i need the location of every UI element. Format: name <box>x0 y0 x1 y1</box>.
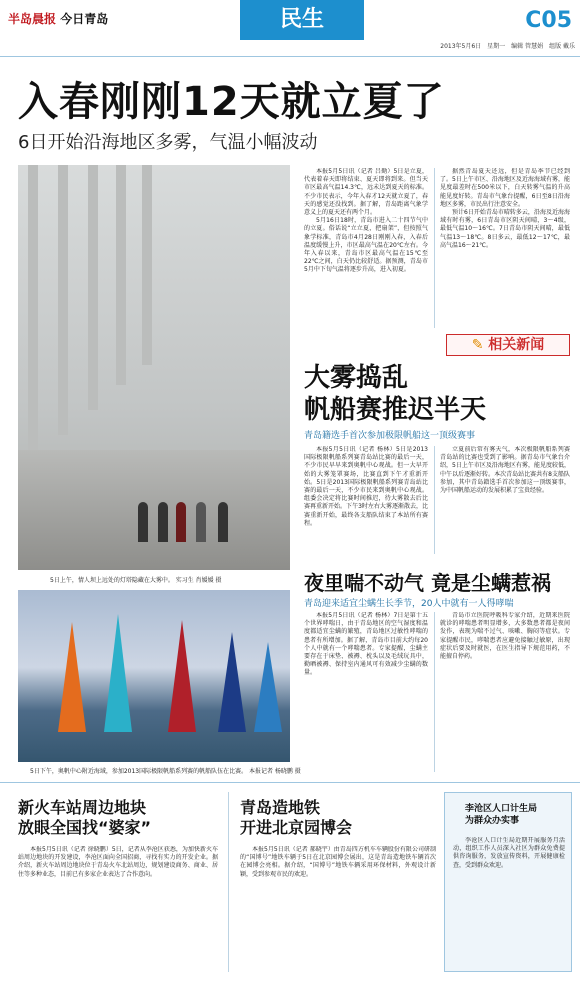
page-number: C05 <box>525 8 572 33</box>
masthead <box>0 0 580 40</box>
sailing-photo <box>18 590 290 762</box>
fog-photo <box>18 165 290 570</box>
story3-subhead: 青岛迎来适宜尘螨生长季节，20人中就有一人得哮喘 <box>304 599 514 609</box>
bottom-story2-headline: 青岛造地铁 开进北京园博会 <box>240 798 353 837</box>
story3-headline: 夜里喘不动气 竟是尘螨惹祸 <box>304 571 551 595</box>
bottom-story1-body: 本报5月5日讯（记者 徐晓鹏）5日，记者从李沧区获悉，为加快新火车站周边地块的开发建设，李沧区面向全国招商，寻找有实力的开发企业。据介绍，新火车站周边地块位于青岛火车北站周边，规划建设商务、商业、居住等多种业态，目前已有多家企业表达了合作意向。 <box>18 846 218 878</box>
main-headline: 入春刚刚12天就立夏了 <box>18 79 445 125</box>
story3-body-col2: 青岛市立医院呼吸科专家介绍，近期来医院就诊的哮喘患者明显增多，大多数患者都是夜间发作，表现为喘不过气、咳嗽、胸闷等症状。专家提醒市民，哮喘患者应避免接触过敏原，出现症状后要及时就医，在医生指导下规范用药，不能擅自停药。 <box>440 612 570 661</box>
related-news-badge: ✎ 相关新闻 <box>446 334 570 356</box>
bottom-story1-headline: 新火车站周边地块 放眼全国找“婆家” <box>18 798 152 837</box>
story2-subhead: 青岛籍选手首次参加极限帆船这一顶级赛事 <box>304 431 476 441</box>
section-title: 民生 <box>240 0 364 40</box>
sidebar-box <box>444 792 572 972</box>
issue-meta: 2013年5月6日 星期一 编辑 管慧娟 组版 戴乐 <box>440 43 575 50</box>
story2-body-col2: 立夏前后常有雾天气，本次极限帆船系列赛青岛站的比赛也受到了影响。据青岛市气象台介绍，5日上午市区及沿海地区有雾，能见度较低，中午以后逐渐好转。本次青岛站比赛共有8支船队参加，其中青岛籍选手首次参加这一顶级赛事，为中国帆船运动的发展积累了宝贵经验。 <box>440 446 570 495</box>
sidebar-title: 李沧区人口计生局 为群众办实事 <box>465 804 538 826</box>
newspaper-logo[interactable]: 半岛晨报 今日青岛 <box>8 12 109 26</box>
sidebar-body: 李沧区人口计生局近期开展服务月活动，组织工作人员深入社区为群众免费提供咨询服务，发放宣传资料，开展健康检查，受到群众欢迎。 <box>453 837 565 869</box>
divider <box>0 782 580 783</box>
main-body-col1: 本报5月5日讯（记者 吕勤）5日是立夏，代表着春天即将结束、夏天即将到来。但当天市区最高气温14.3℃，远未达到夏天的标准。不少市民表示，今年入春才12天就立夏了，春天的感觉还没找到。据了解，青岛距离气象学意义上的夏天还有两个月。 5月16日18时，青岛市进入二十四节气中的立夏。俗话说“立立夏，把扇架”，但按照气象学标准，青岛市4月28日刚刚入春，入春后温度缓慢上升，市区最高气温在20℃左右。今年入春以来，青岛市区最高气温在15℃至22℃之间，白天仍比较舒适。据预测，青岛市5月中下旬气温将逐步升高，进入初夏。 <box>304 168 428 274</box>
story3-body-col1: 本报5月5日讯（记者 杨林）7日是第十五个世界哮喘日，由于青岛地区的空气湿度和温度都适宜尘螨的繁殖，青岛地区过敏性哮喘的患者有所增加。据了解，青岛市目前大约每20个人中就有一个哮喘患者。专家提醒，尘螨主要存在于床垫、被褥、枕头以及毛绒玩具中，勤晒被褥、保持室内通风可有效减少尘螨的数量。 <box>304 612 428 677</box>
check-icon: ✎ <box>471 337 484 353</box>
photo1-caption: 5日上午，情人坝上远处的灯塔隐藏在大雾中。 实习生 肖媛媛 摄 <box>50 577 222 584</box>
photo2-caption: 5日下午，奥帆中心附近海域，参加2013国际极限帆船系列赛的帆船队伍在比赛。 本报记者 杨晓鹏 摄 <box>30 768 301 775</box>
story2-headline: 大雾捣乱 帆船赛推迟半天 <box>304 363 487 425</box>
divider <box>0 56 580 57</box>
main-subhead: 6日开始沿海地区多雾，气温小幅波动 <box>18 132 318 153</box>
bottom-story2-body: 本报5月5日讯（记者 郝晓宇）由青岛四方机车车辆股份有限公司研制的“国博号”地铁车辆于5日在北京园博会展出，这是青岛造地铁车辆首次在园博会亮相。据介绍，“国博号”地铁车辆采用环保材料，外观设计新颖，受到参观市民的欢迎。 <box>240 846 436 878</box>
story2-body-col1: 本报5月5日讯（记者 杨林）5日是2013国际极限帆船系列赛青岛站比赛的最后一天，不少市民早早来到奥帆中心观战。但一大早开始的大雾笼罩赛场，比赛直到下午才重新开始。5日是2013国际极限帆船系列赛青岛站比赛的最后一天，不少市民来到奥帆中心观战。组委会决定将比赛时间推迟，待大雾散去后比赛再重新开始。下午3时左右大雾逐渐散去，比赛重新开始，最终各支船队结束了本站所有赛程。 <box>304 446 428 527</box>
main-body-col2: 据然青岛夏天还远，但是青岛季节已经到了。5日上午市区、沿海地区及近海海域有雾，能见度最差时在500米以下，白天转雾气温的升高能见度好转。青岛市气象台提醒，6日至8日沿海地区多雾，市民出行注意安全。 预计6日开始青岛市晴转多云，沿海及近海海域有时有雾，6日青岛市区阴天间晴，3～4级，最低气温10～16℃。7日青岛市阴天间晴，最低气温13～18℃。8日多云，最低12～17℃，最高气温16～21℃。 <box>440 168 570 249</box>
